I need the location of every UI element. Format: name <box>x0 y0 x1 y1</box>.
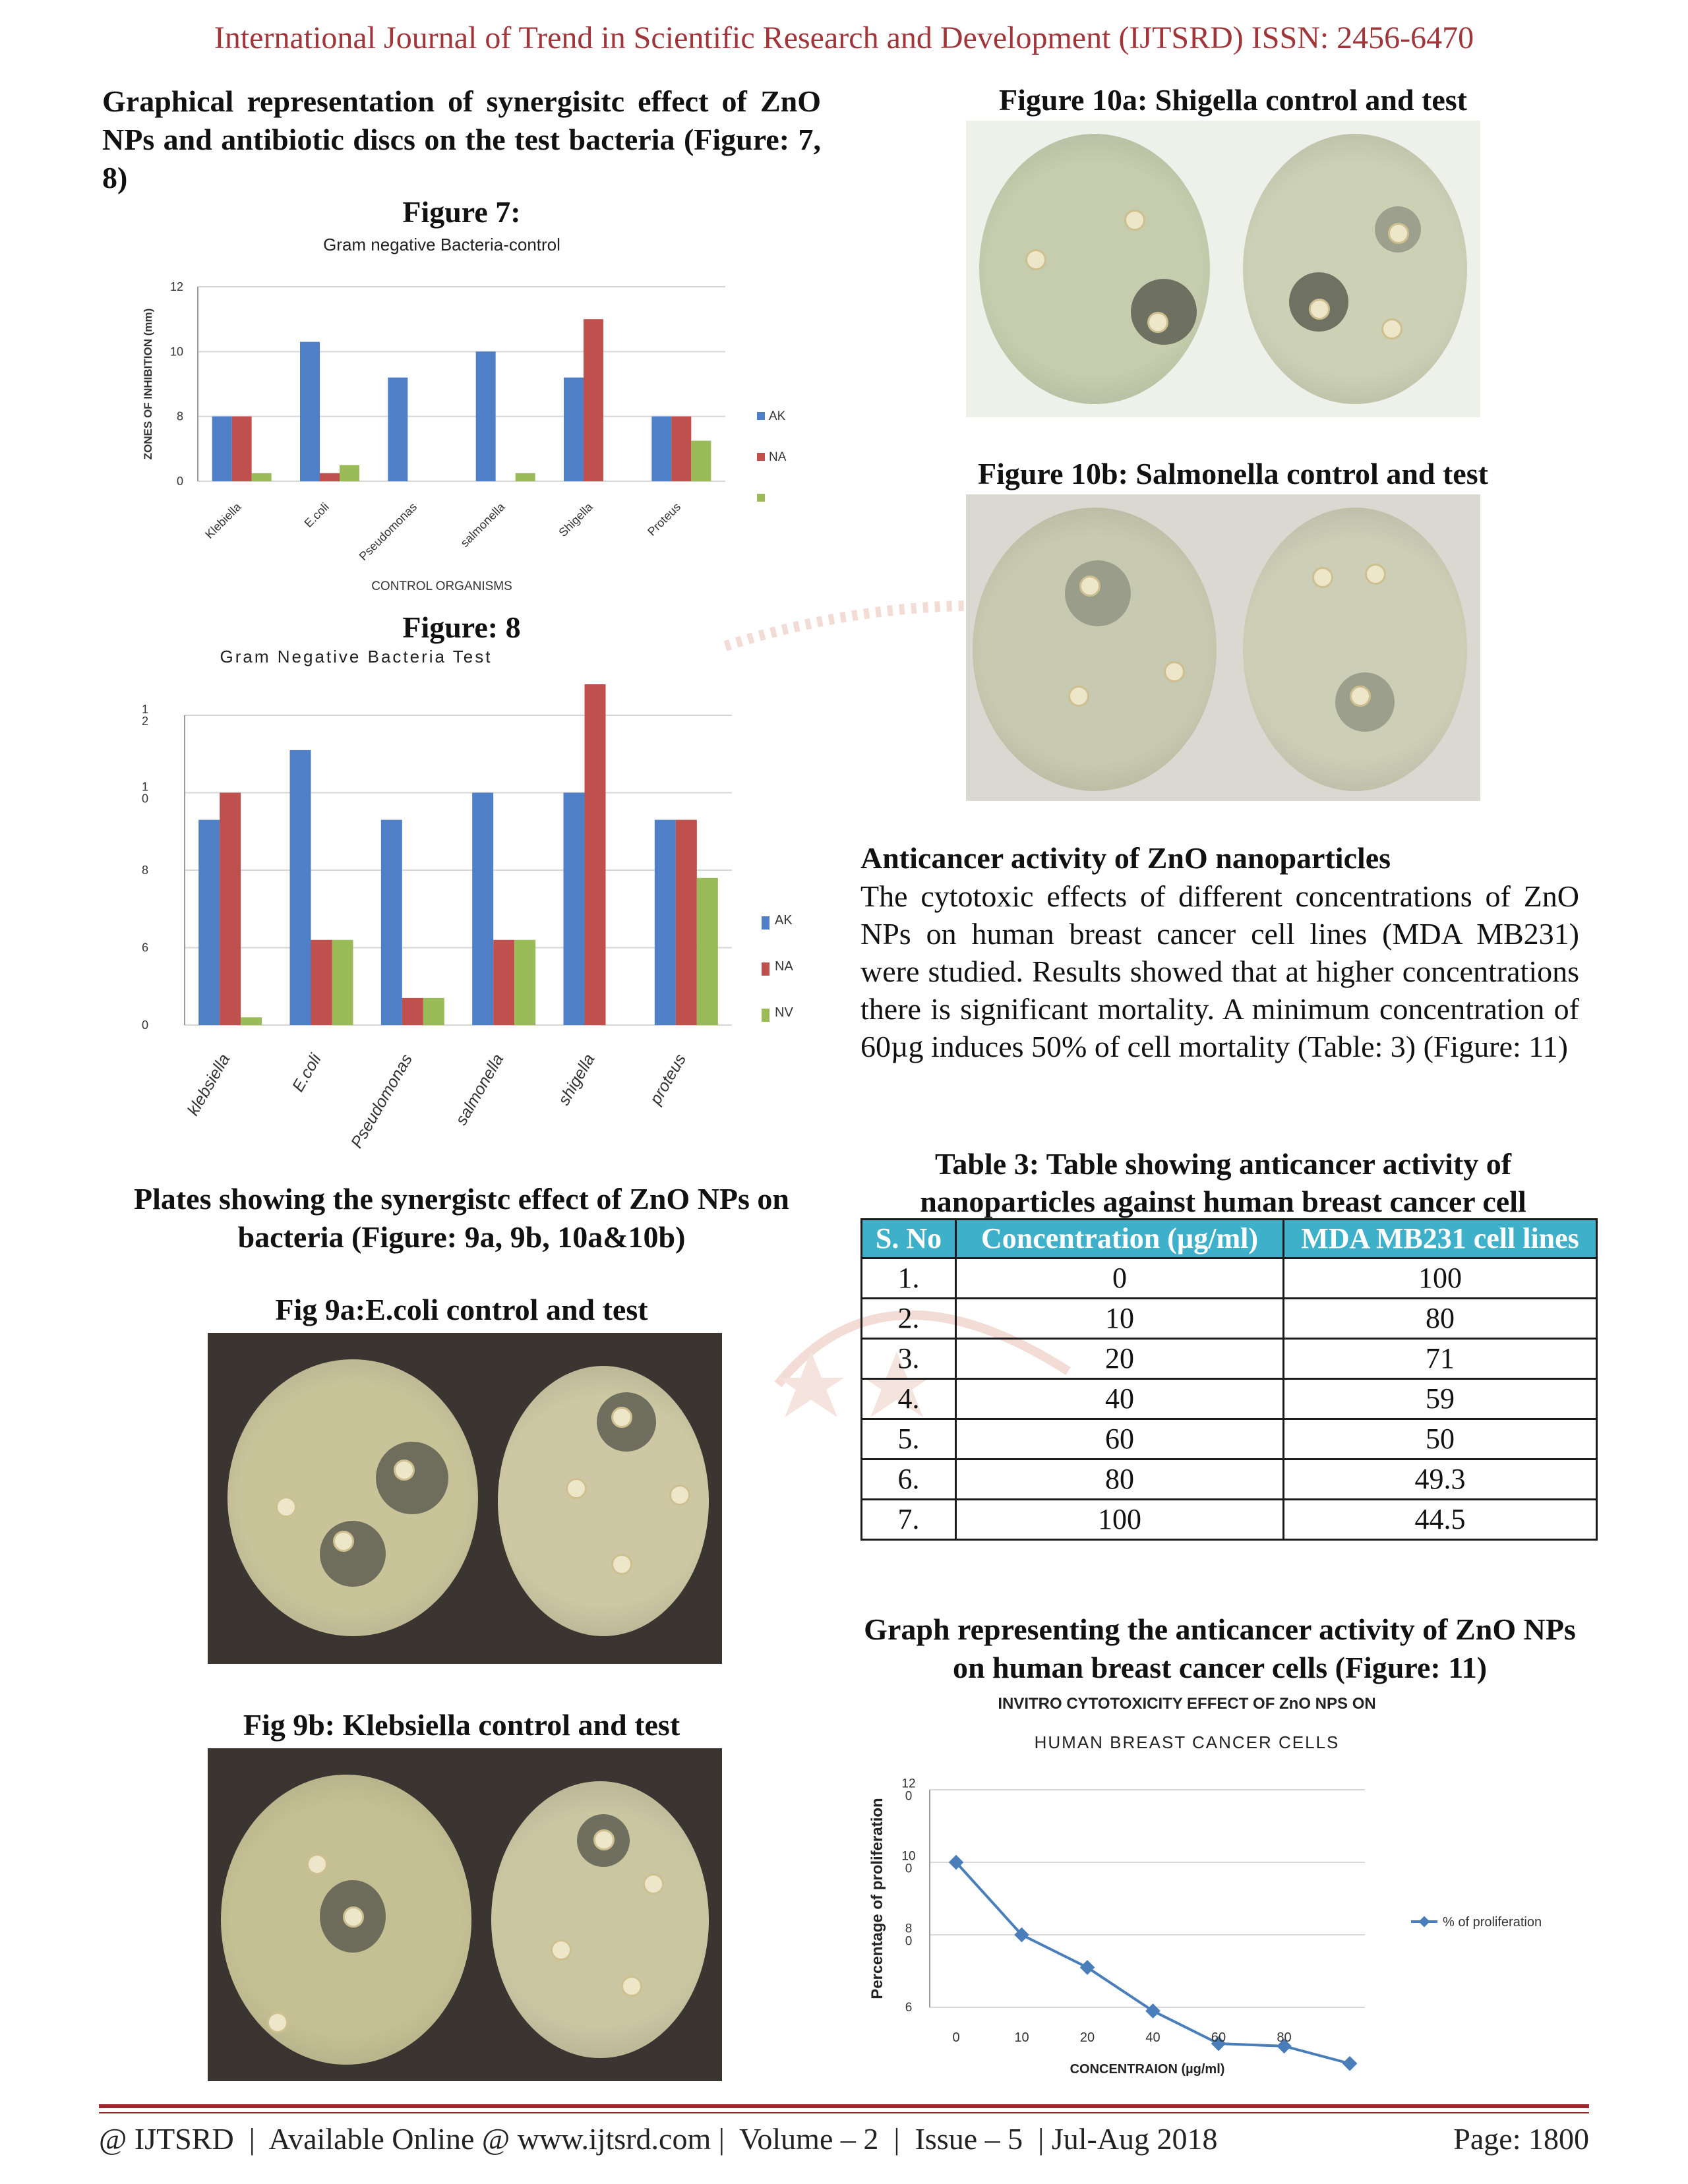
table-cell: 71 <box>1284 1339 1597 1379</box>
figure-7-chart <box>132 231 824 600</box>
bar-na <box>311 940 332 1025</box>
bar-ak <box>388 378 407 481</box>
bar-nv <box>697 878 718 1025</box>
y-tick-label: 12 <box>901 1777 916 1791</box>
bar-na <box>402 998 423 1025</box>
table-row <box>862 1460 1597 1500</box>
table-cell: 4. <box>862 1379 956 1419</box>
table-cell: 100 <box>1284 1258 1597 1299</box>
footer-page: Page: 1800 <box>1453 2122 1589 2156</box>
x-tick-label: 20 <box>1079 2030 1095 2045</box>
table-3-caption: Table 3: Table showing anticancer activity of nanoparticles against human breast cancer cell <box>920 1147 1526 1218</box>
data-point <box>1145 2003 1160 2019</box>
y-tick-label: 0 <box>176 475 183 488</box>
legend-label: NA <box>769 450 787 464</box>
x-tick-label: 40 <box>1145 2030 1160 2045</box>
table-cell: 49.3 <box>1284 1460 1597 1500</box>
journal-header: International Journal of Trend in Scientific Research and Development (IJTSRD) ISSN: 2456-6470 <box>214 20 1474 55</box>
table-3-grid <box>860 1218 1598 1541</box>
table-cell: 10 <box>956 1299 1284 1339</box>
anticancer-heading: Anticancer activity of ZnO nanoparticles <box>860 841 1391 875</box>
legend-swatch <box>762 916 769 930</box>
x-tick-label: 10 <box>1014 2030 1029 2045</box>
fig-10b-photo <box>966 494 1480 801</box>
table-cell: 2. <box>862 1299 956 1339</box>
col-header-mda: MDA MB231 cell lines <box>1284 1220 1597 1258</box>
table-row <box>862 1258 1597 1299</box>
table-cell: 3. <box>862 1339 956 1379</box>
bar-ak <box>564 378 584 481</box>
bar-series3 <box>516 473 535 481</box>
x-axis-label: CONCENTRAION (µg/ml) <box>1070 2062 1225 2077</box>
bar-ak <box>212 417 232 481</box>
bar-ak <box>290 750 311 1025</box>
x-tick-label: salmonella <box>458 500 508 550</box>
x-tick-label: 0 <box>952 2030 960 2045</box>
bar-series3 <box>691 441 711 481</box>
y-tick-label: 6 <box>905 2001 913 2015</box>
legend-swatch <box>757 412 765 420</box>
table-cell: 44.5 <box>1284 1500 1597 1540</box>
data-point <box>1080 1960 1095 1975</box>
legend-label: AK <box>769 409 786 423</box>
x-tick-label: shigella <box>555 1051 599 1109</box>
legend-label: NV <box>775 1005 793 1020</box>
bar-nv <box>332 940 353 1025</box>
footer-left: @ IJTSRD | Available Online @ www.ijtsrd.com | Volume – 2 | Issue – 5 | Jul-Aug 2018 <box>99 2122 1218 2156</box>
x-tick-label: salmonella <box>452 1051 508 1129</box>
table-row <box>862 1339 1597 1379</box>
figure-11-chart <box>864 1688 1582 2077</box>
chart-subtitle: HUMAN BREAST CANCER CELLS <box>1034 1732 1340 1752</box>
legend-swatch <box>762 1009 769 1022</box>
x-tick-label: Proteus <box>645 500 684 539</box>
y-tick-label: 10 <box>169 345 183 359</box>
plates-section-title: Plates showing the synergistc effect of ZnO NPs on bacteria (Figure: 9a, 9b, 10a&10b) <box>133 1182 789 1254</box>
bar-na <box>585 684 606 1025</box>
y-tick-label: 1 <box>141 703 148 716</box>
figure-11-svg <box>864 1688 1582 2077</box>
table-row <box>862 1419 1597 1460</box>
legend-marker <box>1419 1916 1430 1928</box>
table-cell: 59 <box>1284 1379 1597 1419</box>
y-axis-label: Percentage of proliferation <box>868 1798 886 1999</box>
fig-9a-photo <box>208 1333 722 1664</box>
table-3 <box>860 1218 1598 1541</box>
x-tick-label: proteus <box>646 1051 690 1108</box>
y-tick-label: 0 <box>905 1789 913 1804</box>
table-cell: 60 <box>956 1419 1284 1460</box>
fig-10a-caption: Figure 10a: Shigella control and test <box>998 83 1467 117</box>
col-header-concentration: Concentration (µg/ml) <box>956 1220 1284 1258</box>
fig-9a-caption: Fig 9a:E.coli control and test <box>275 1293 648 1326</box>
x-tick-label: klebsiella <box>183 1051 234 1119</box>
table-cell: 1. <box>862 1258 956 1299</box>
y-tick-label: 8 <box>141 864 148 877</box>
y-tick-label: 6 <box>141 941 148 955</box>
bar-ak <box>476 351 496 481</box>
chart-title: INVITRO CYTOTOXICITY EFFECT OF ZnO NPS ON <box>998 1695 1376 1713</box>
y-tick-label: 10 <box>901 1849 916 1864</box>
figure-8-chart <box>132 643 824 1190</box>
figure-7-svg <box>132 231 824 600</box>
table-cell: 40 <box>956 1379 1284 1419</box>
fig-9b-photo <box>208 1748 722 2081</box>
table-cell: 7. <box>862 1500 956 1540</box>
bar-nv <box>423 998 444 1025</box>
chart-title: Gram negative Bacteria-control <box>323 235 560 254</box>
bar-ak <box>564 793 585 1026</box>
bar-ak <box>655 820 676 1025</box>
bar-na <box>671 417 691 481</box>
table-row <box>862 1500 1597 1540</box>
y-tick-label: 1 <box>141 780 148 794</box>
bar-na <box>320 473 340 481</box>
x-tick-label: Klebiella <box>202 500 244 541</box>
y-tick-label: 0 <box>141 1018 148 1032</box>
x-axis-label: CONTROL ORGANISMS <box>371 579 512 593</box>
footer-rule-thin <box>99 2112 1589 2113</box>
fig-10a-photo <box>966 121 1480 417</box>
bar-na <box>493 940 514 1025</box>
figure-7-label: Figure 7: <box>402 195 521 229</box>
table-cell: 100 <box>956 1500 1284 1540</box>
footer-rule <box>99 2104 1589 2108</box>
x-tick-label: 80 <box>1277 2030 1292 2045</box>
table-row <box>862 1299 1597 1339</box>
bar-na <box>232 417 252 481</box>
fig-10b-caption: Figure 10b: Salmonella control and test <box>978 457 1488 490</box>
bar-na <box>676 820 697 1025</box>
bar-series3 <box>252 473 272 481</box>
y-tick-label: 0 <box>905 1862 913 1876</box>
bar-ak <box>651 417 671 481</box>
bar-ak <box>381 820 402 1025</box>
legend-swatch <box>762 962 769 976</box>
bar-ak <box>472 793 493 1026</box>
table-row <box>862 1379 1597 1419</box>
x-tick-label: E.coli <box>301 500 332 530</box>
chart-title: Gram Negative Bacteria Test <box>220 647 493 666</box>
table-cell: 5. <box>862 1419 956 1460</box>
table-cell: 0 <box>956 1258 1284 1299</box>
y-tick-label: 0 <box>905 1934 913 1949</box>
legend-label: NA <box>775 959 793 974</box>
table-cell: 20 <box>956 1339 1284 1379</box>
x-tick-label: Pseudomonas <box>347 1051 417 1152</box>
bar-nv <box>514 940 535 1025</box>
table-cell: 80 <box>1284 1299 1597 1339</box>
legend-label: AK <box>775 913 793 928</box>
graph-section-title: Graphical representation of synergisitc effect of ZnO NPs and antibiotic discs on the test bacteria (Figure: 7, 8) <box>102 84 821 194</box>
y-tick-label: 2 <box>141 715 148 728</box>
legend-label: % of proliferation <box>1443 1915 1542 1930</box>
y-axis-label: ZONES OF INHIBITION (mm) <box>142 308 154 460</box>
table-cell: 80 <box>956 1460 1284 1500</box>
bar-ak <box>198 820 220 1025</box>
x-tick-label: 60 <box>1211 2030 1226 2045</box>
y-tick-label: 8 <box>176 409 183 423</box>
y-tick-label: 12 <box>169 280 183 293</box>
legend-swatch <box>757 453 765 461</box>
bar-na <box>220 793 241 1026</box>
legend-swatch <box>757 494 765 502</box>
table-header-row <box>862 1220 1597 1258</box>
table-cell: 50 <box>1284 1419 1597 1460</box>
y-tick-label: 8 <box>905 1922 913 1936</box>
figure-8-svg <box>132 643 824 1190</box>
bar-na <box>584 319 603 481</box>
table-cell: 6. <box>862 1460 956 1500</box>
x-tick-label: E.coli <box>288 1051 325 1095</box>
figure-11-caption: Graph representing the anticancer activity of ZnO NPs on human breast cancer cells (Figure: 11) <box>864 1612 1576 1684</box>
bar-ak <box>300 342 320 481</box>
col-header-sno: S. No <box>862 1220 956 1258</box>
fig-9b-caption: Fig 9b: Klebsiella control and test <box>243 1708 680 1742</box>
bar-nv <box>241 1017 262 1025</box>
y-tick-label: 0 <box>141 792 148 806</box>
data-point <box>1342 2056 1358 2071</box>
figure-8-label: Figure: 8 <box>402 610 521 644</box>
x-tick-label: Shigella <box>556 500 595 540</box>
bar-series3 <box>340 465 359 481</box>
anticancer-paragraph: The cytotoxic effects of different concentrations of ZnO NPs on human breast cancer cell lines (MDA MB231) were studied. Results showed that at higher concentrations there is significant mortality. A minimum concentration of 60µg induces 50% of cell mortality (Table: 3) (Figure: 11) <box>860 879 1579 1063</box>
x-tick-label: Pseudomonas <box>356 500 420 564</box>
